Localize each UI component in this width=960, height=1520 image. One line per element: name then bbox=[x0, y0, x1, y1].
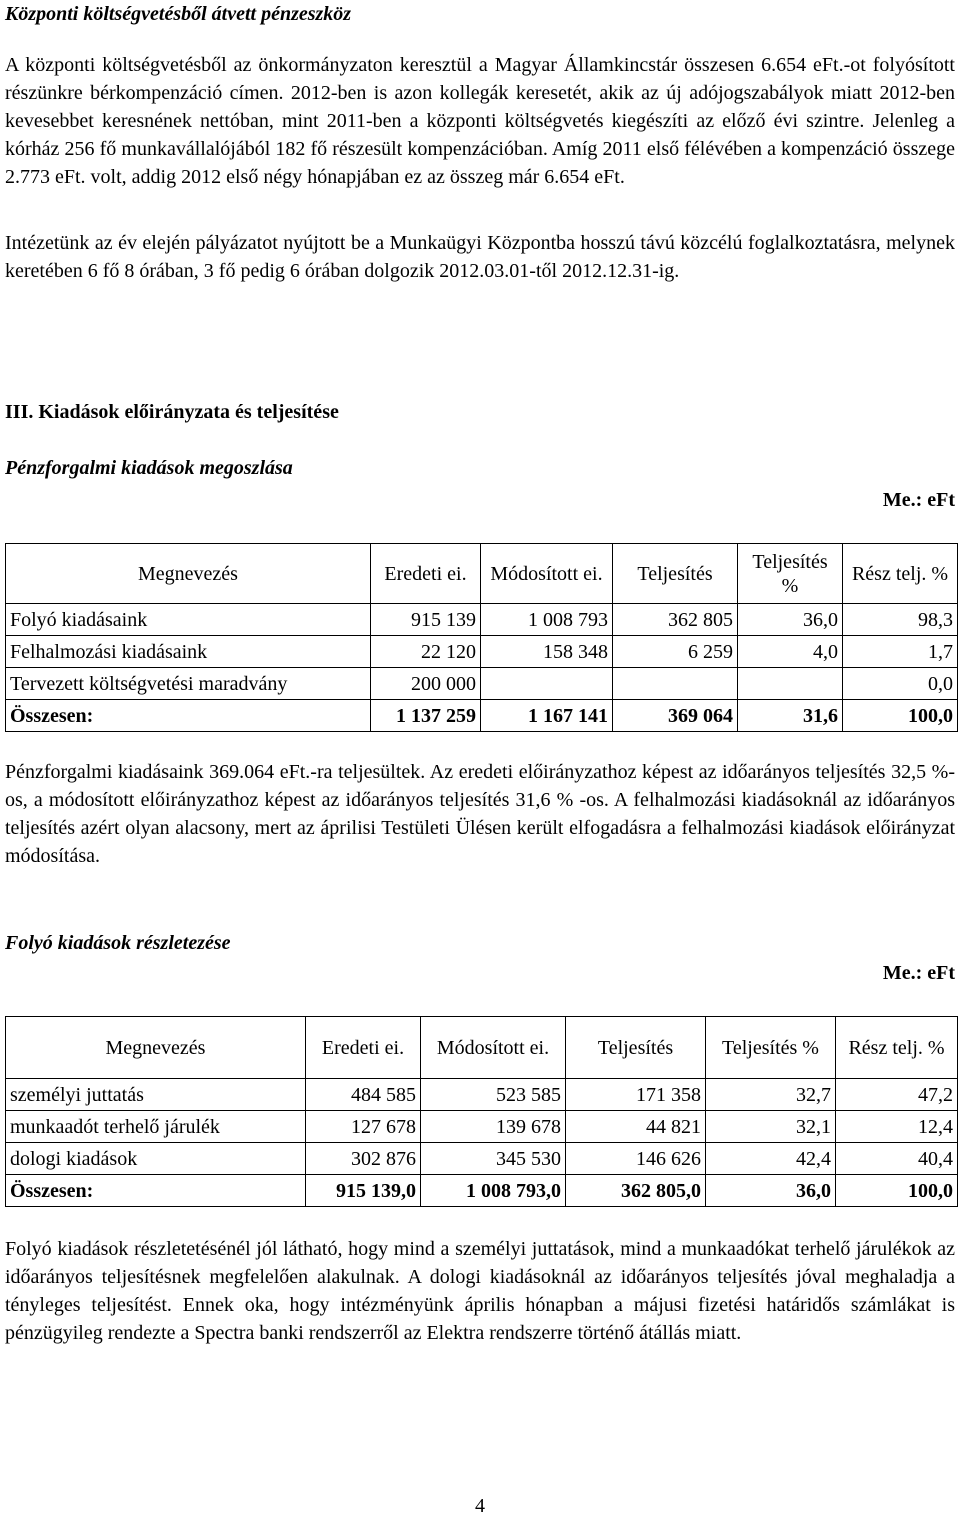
section-title-central-budget: Központi költségvetésből átvett pénzeszköz bbox=[5, 3, 352, 25]
cell-performance: 146 626 bbox=[566, 1143, 706, 1175]
cell-share-pct: 100,0 bbox=[836, 1175, 958, 1207]
cell-modified: 1 167 141 bbox=[481, 700, 613, 732]
cell-performance: 362 805,0 bbox=[566, 1175, 706, 1207]
cell-modified: 1 008 793 bbox=[481, 604, 613, 636]
cell-name: Összesen: bbox=[6, 700, 371, 732]
cell-original: 484 585 bbox=[306, 1079, 421, 1111]
header-original: Eredeti ei. bbox=[371, 544, 481, 604]
header-performance: Teljesítés bbox=[566, 1017, 706, 1079]
header-name: Megnevezés bbox=[6, 544, 371, 604]
cell-original: 915 139 bbox=[371, 604, 481, 636]
cell-modified bbox=[481, 668, 613, 700]
cell-original: 22 120 bbox=[371, 636, 481, 668]
cell-original: 200 000 bbox=[371, 668, 481, 700]
table-row bbox=[6, 668, 958, 700]
cell-performance-pct: 36,0 bbox=[738, 604, 843, 636]
cell-performance: 362 805 bbox=[613, 604, 738, 636]
cell-share-pct: 0,0 bbox=[843, 668, 958, 700]
cell-original: 915 139,0 bbox=[306, 1175, 421, 1207]
table-total-row bbox=[6, 700, 958, 732]
cell-share-pct: 1,7 bbox=[843, 636, 958, 668]
cell-performance: 369 064 bbox=[613, 700, 738, 732]
cell-original: 302 876 bbox=[306, 1143, 421, 1175]
cell-share-pct: 12,4 bbox=[836, 1111, 958, 1143]
section-title-expenditures: III. Kiadások előirányzata és teljesítése bbox=[5, 401, 339, 423]
cell-performance: 6 259 bbox=[613, 636, 738, 668]
cell-share-pct: 47,2 bbox=[836, 1079, 958, 1111]
table-total-row bbox=[6, 1175, 958, 1207]
cell-share-pct: 40,4 bbox=[836, 1143, 958, 1175]
cell-performance: 44 821 bbox=[566, 1111, 706, 1143]
table-header-row bbox=[6, 1017, 958, 1079]
cell-name: dologi kiadások bbox=[6, 1143, 306, 1175]
page-number: 4 bbox=[475, 1495, 485, 1517]
table-row bbox=[6, 1111, 958, 1143]
cell-modified: 523 585 bbox=[421, 1079, 566, 1111]
cell-original: 1 137 259 bbox=[371, 700, 481, 732]
cell-modified: 158 348 bbox=[481, 636, 613, 668]
paragraph-compensation: A központi költségvetésből az önkormányzaton keresztül a Magyar Államkincstár összesen 6.654 eFt.-ot folyósított részünkre bérkompenzáció címen. 2012-ben is azon kollegák keresetét, akik az új adójogszabályok miatt 2012-ben kevesebbet keresnének nettóban, mint 2011-ben a központi költségvetés kiegészíti az előző évi szintre. Jelenleg a kórház 256 fő munkavállalójából 182 fő részesült kompenzációban. Amíg 2011 első félévében a kompenzáció összege 2.773 eFt. volt, addig 2012 első négy hónapjában ez az összeg már 6.654 eFt. bbox=[5, 54, 955, 188]
table-row bbox=[6, 1079, 958, 1111]
cell-share-pct: 100,0 bbox=[843, 700, 958, 732]
cell-name: Tervezett költségvetési maradvány bbox=[6, 668, 371, 700]
header-name: Megnevezés bbox=[6, 1017, 306, 1079]
unit-label: Me.: eFt bbox=[882, 489, 955, 511]
cell-original: 127 678 bbox=[306, 1111, 421, 1143]
table-row bbox=[6, 1143, 958, 1175]
cell-performance-pct: 32,7 bbox=[706, 1079, 836, 1111]
current-expenditures-table bbox=[5, 1016, 958, 1207]
table-row bbox=[6, 636, 958, 668]
cell-name: Összesen: bbox=[6, 1175, 306, 1207]
cell-modified: 1 008 793,0 bbox=[421, 1175, 566, 1207]
paragraph-cash-summary: Pénzforgalmi kiadásaink 369.064 eFt.-ra teljesültek. Az eredeti előirányzathoz képest az időarányos teljesítés 32,5 %-os, a módosított előirányzathoz képest az időarányos teljesítés 31,6 % -os. A felhalmozási kiadásoknál az időarányos teljesítés azért olyan alacsony, mert az áprilisi Testületi Ülésen került elfogadásra a felhalmozási kiadások előirányzat módosítása. bbox=[5, 761, 955, 867]
unit-label: Me.: eFt bbox=[882, 962, 955, 984]
table-header-row bbox=[6, 544, 958, 604]
cell-performance-pct: 31,6 bbox=[738, 700, 843, 732]
cell-modified: 345 530 bbox=[421, 1143, 566, 1175]
cell-performance-pct: 32,1 bbox=[706, 1111, 836, 1143]
cell-name: Felhalmozási kiadásaink bbox=[6, 636, 371, 668]
header-performance: Teljesítés bbox=[613, 544, 738, 604]
header-modified: Módosított ei. bbox=[421, 1017, 566, 1079]
cell-share-pct: 98,3 bbox=[843, 604, 958, 636]
table-row bbox=[6, 604, 958, 636]
subtitle-cash-expenditures: Pénzforgalmi kiadások megoszlása bbox=[5, 457, 293, 479]
header-modified: Módosított ei. bbox=[481, 544, 613, 604]
cell-name: Folyó kiadásaink bbox=[6, 604, 371, 636]
header-performance-pct: Teljesítés % bbox=[706, 1017, 836, 1079]
header-original: Eredeti ei. bbox=[306, 1017, 421, 1079]
cash-expenditures-table bbox=[5, 543, 958, 732]
cell-performance-pct: 4,0 bbox=[738, 636, 843, 668]
paragraph-employment: Intézetünk az év elején pályázatot nyújtott be a Munkaügyi Központba hosszú távú közcélú foglalkoztatásra, melynek keretében 6 fő 8 órában, 3 fő pedig 6 órában dolgozik 2012.03.01-től 2012.12.31-ig. bbox=[5, 232, 955, 282]
cell-name: személyi juttatás bbox=[6, 1079, 306, 1111]
header-performance-pct: Teljesítés % bbox=[738, 544, 843, 604]
subtitle-current-expenditures: Folyó kiadások részletezése bbox=[5, 932, 231, 954]
cell-performance: 171 358 bbox=[566, 1079, 706, 1111]
cell-performance bbox=[613, 668, 738, 700]
cell-performance-pct: 36,0 bbox=[706, 1175, 836, 1207]
cell-name: munkaadót terhelő járulék bbox=[6, 1111, 306, 1143]
paragraph-current-summary: Folyó kiadások részletetésénél jól látható, hogy mind a személyi juttatások, mind a munkaadókat terhelő járulékok az időarányos teljesítésnek megfelelően alakulnak. A dologi kiadásoknál az időarányos teljesítés jóval meghaladja a tényleges teljesítést. Ennek oka, hogy intézményünk április hónapban a májusi fizetési határidős számlákat is pénzügyileg rendezte a Spectra banki rendszerről az Elektra rendszerre történő átállás miatt. bbox=[5, 1238, 955, 1344]
cell-performance-pct: 42,4 bbox=[706, 1143, 836, 1175]
cell-modified: 139 678 bbox=[421, 1111, 566, 1143]
header-share-pct: Rész telj. % bbox=[836, 1017, 958, 1079]
cell-performance-pct bbox=[738, 668, 843, 700]
header-share-pct: Rész telj. % bbox=[843, 544, 958, 604]
